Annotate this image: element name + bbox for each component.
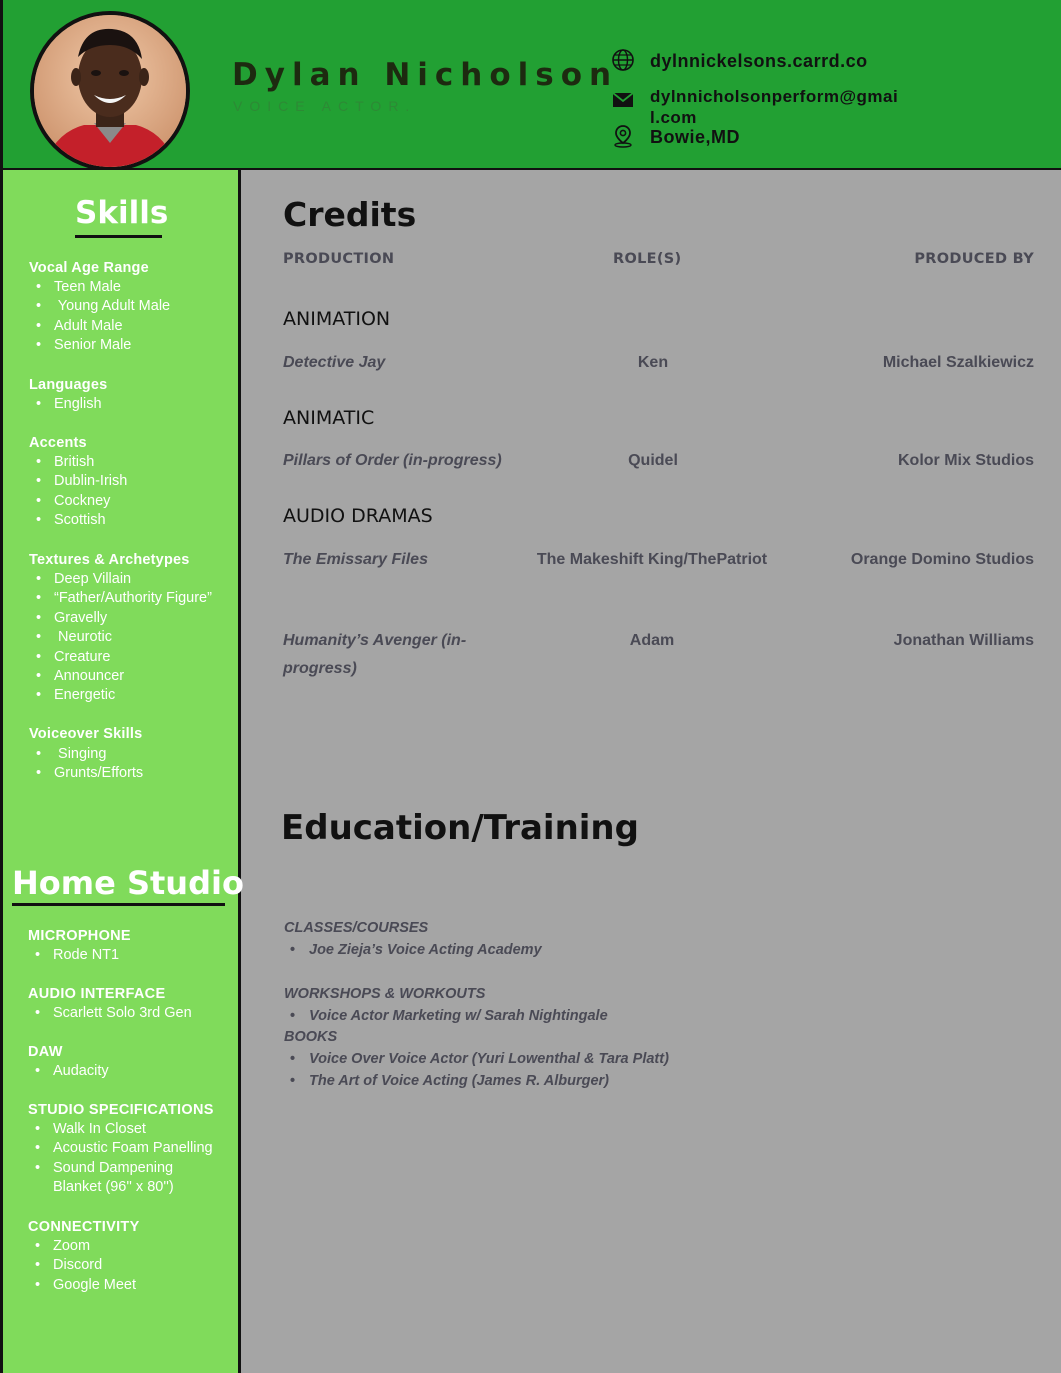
avatar-photo [30, 11, 190, 171]
credit-production: Pillars of Order (in-progress) [283, 452, 502, 469]
list-item: • Zoom [32, 1237, 136, 1256]
list-item: • “Father/Authority Figure” [33, 589, 212, 608]
credit-role: Quidel [628, 452, 678, 469]
skills-title: Skills [75, 195, 169, 231]
list-item: • Joe Zieja’s Voice Acting Academy [288, 939, 542, 961]
header-banner [0, 0, 1061, 170]
studio-list-microphone [32, 946, 119, 965]
person-name: Dylan Nicholson [232, 57, 619, 93]
list-item: • Discord [32, 1256, 136, 1275]
list-item: • English [33, 395, 102, 414]
credit-role: Adam [629, 632, 675, 649]
credit-production-line-2: progress) [283, 660, 357, 677]
list-item: • Adult Male [33, 317, 170, 336]
list-item: • Scarlett Solo 3rd Gen [32, 1004, 192, 1023]
credit-role: Ken [637, 354, 669, 371]
globe-icon [611, 48, 635, 72]
studio-heading-specifications: STUDIO SPECIFICATIONS [28, 1102, 214, 1118]
list-item: • Scottish [33, 511, 127, 530]
list-item: • Dublin-Irish [33, 472, 127, 491]
edu-list-workshops [288, 1005, 608, 1027]
location-text: Bowie,MD [650, 127, 741, 147]
studio-list-daw [32, 1062, 109, 1081]
category-animation: ANIMATION [283, 308, 391, 330]
studio-list-audio-interface [32, 1004, 192, 1023]
studio-heading-audio-interface: AUDIO INTERFACE [28, 986, 166, 1002]
list-item: • Rode NT1 [32, 946, 119, 965]
list-item-continuation: Blanket (96'' x 80'') [53, 1179, 174, 1196]
credit-producer: Jonathan Williams [893, 632, 1034, 649]
list-item: • Voice Over Voice Actor (Yuri Lowenthal & Tara Platt) [288, 1048, 669, 1070]
skill-list-textures [33, 570, 212, 706]
credit-producer: Kolor Mix Studios [898, 452, 1034, 469]
credit-producer: Michael Szalkiewicz [882, 354, 1034, 371]
skill-list-languages [33, 395, 102, 414]
studio-heading-microphone: MICROPHONE [28, 928, 131, 944]
edu-heading-classes: CLASSES/COURSES [284, 920, 429, 936]
list-item: • Singing [33, 745, 143, 764]
skill-heading-accents: Accents [29, 435, 87, 451]
skill-list-vocal-age [33, 278, 170, 356]
list-item: • Teen Male [33, 278, 170, 297]
credit-production: The Emissary Files [283, 551, 428, 568]
edu-list-classes [288, 939, 542, 961]
list-item: • Young Adult Male [33, 297, 170, 316]
mail-icon [611, 88, 635, 112]
credit-production: Detective Jay [283, 354, 386, 371]
list-item: • Energetic [33, 686, 212, 705]
list-item: • Cockney [33, 492, 127, 511]
skill-heading-textures: Textures & Archetypes [29, 552, 190, 568]
list-item: • British [33, 453, 127, 472]
list-item: • Audacity [32, 1062, 109, 1081]
category-audio-dramas: AUDIO DRAMAS [283, 505, 433, 527]
studio-heading-connectivity: CONNECTIVITY [28, 1219, 140, 1235]
sidebar [0, 170, 244, 1373]
list-item: • Voice Actor Marketing w/ Sarah Nightingale [288, 1005, 608, 1027]
studio-list-specifications [32, 1120, 213, 1198]
job-title: VOICE ACTOR. [233, 98, 417, 114]
list-item: • Walk In Closet [32, 1120, 213, 1139]
studio-list-connectivity [32, 1237, 136, 1295]
skills-underline [75, 235, 162, 238]
list-item: • Announcer [33, 667, 212, 686]
skill-list-voiceover [33, 745, 143, 784]
list-item: • The Art of Voice Acting (James R. Alburger) [288, 1070, 669, 1092]
home-studio-title: Home Studio [12, 864, 244, 902]
skill-list-accents [33, 453, 127, 531]
location-pin-icon [611, 124, 635, 148]
email-line-2[interactable]: l.com [650, 108, 697, 127]
education-title: Education/Training [281, 808, 639, 848]
edu-heading-workshops: WORKSHOPS & WORKOUTS [284, 986, 486, 1002]
list-item: • Google Meet [32, 1276, 136, 1295]
list-item: • Deep Villain [33, 570, 212, 589]
skill-heading-voiceover: Voiceover Skills [29, 726, 143, 742]
website-link[interactable]: dylnnickelsons.carrd.co [650, 51, 868, 71]
skill-heading-vocal-age: Vocal Age Range [29, 260, 149, 276]
edu-list-books [288, 1048, 669, 1092]
edu-heading-books: BOOKS [284, 1029, 338, 1045]
column-header-roles: ROLE(S) [613, 251, 682, 267]
list-item: • Gravelly [33, 609, 212, 628]
skill-heading-languages: Languages [29, 377, 108, 393]
list-item: • Senior Male [33, 336, 170, 355]
credit-role: The Makeshift King/ThePatriot [536, 551, 768, 568]
credit-production-line-1: Humanity’s Avenger (in- [283, 632, 467, 649]
column-header-produced-by: PRODUCED BY [914, 251, 1034, 267]
home-studio-underline [12, 903, 225, 906]
list-item: • Sound Dampening [32, 1159, 213, 1178]
column-header-production: PRODUCTION [283, 251, 395, 267]
credits-title: Credits [283, 195, 417, 234]
list-item: • Creature [33, 648, 212, 667]
email-line-1[interactable]: dylnnicholsonperform@gmai [650, 87, 899, 106]
category-animatic: ANIMATIC [283, 407, 375, 429]
list-item: • Acoustic Foam Panelling [32, 1139, 213, 1158]
list-item: • Neurotic [33, 628, 212, 647]
list-item: • Grunts/Efforts [33, 764, 143, 783]
credit-producer: Orange Domino Studios [850, 551, 1034, 568]
studio-heading-daw: DAW [28, 1044, 63, 1060]
